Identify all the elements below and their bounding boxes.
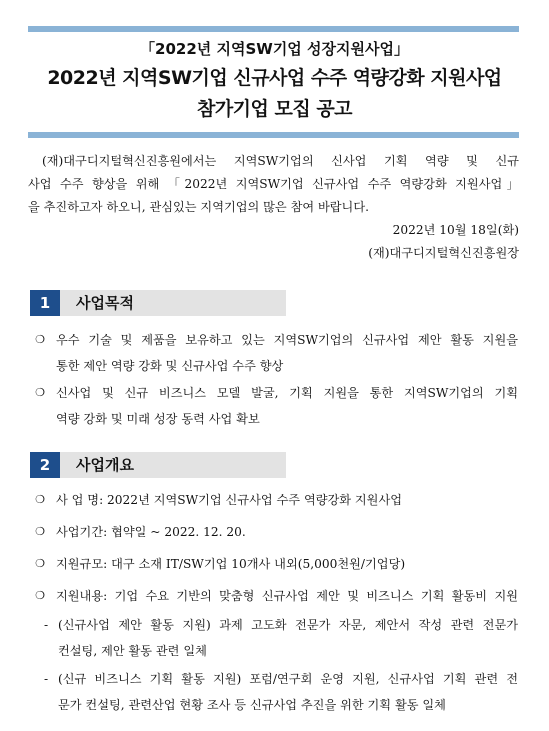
intro-line3: 을 추진하고자 하오니, 관심있는 지역기업의 많은 참여 바랍니다. xyxy=(28,200,369,214)
circle-bullet-icon: ❍ xyxy=(35,493,45,506)
list-item-line2: 역량 강화 및 미래 성장 동력 사업 확보 xyxy=(56,412,260,426)
circle-bullet-icon: ❍ xyxy=(35,589,45,602)
circle-bullet-icon: ❍ xyxy=(35,333,45,346)
sub-item-line2: 문가 컨설팅, 관련산업 현황 조사 등 신규사업 추진을 위한 기획 활동 일체 xyxy=(58,698,446,712)
section-number: 1 xyxy=(30,290,60,316)
circle-bullet-icon: ❍ xyxy=(35,386,45,399)
intro-line1: (재)대구디지털혁신진흥원에서는 지역SW기업의 신사업 기획 역량 및 신규 xyxy=(42,154,519,168)
list-item-text: 지원규모: 대구 소재 IT/SW기업 10개사 내외(5,000천원/기업당) xyxy=(56,557,406,571)
list-item xyxy=(32,583,518,609)
announcement-title-line2: 참가기업 모집 공고 xyxy=(196,98,353,120)
list-item-line2: 통한 제안 역량 강화 및 신규사업 수주 향상 xyxy=(56,359,284,373)
sub-item-line1: (신규 비즈니스 기획 활동 지원) 포럼/연구회 운영 지원, 신규사업 기획 관련 전 xyxy=(58,672,518,686)
intro-line2: 사업 수주 향상을 위해 「2022년 지역SW기업 신규사업 수주 역량강화 지원사업」 xyxy=(28,177,519,191)
intro-paragraph xyxy=(28,150,519,265)
sub-item-line1: (신규사업 제안 활동 지원) 과제 고도화 전문가 자문, 제안서 작성 관련 전문가 xyxy=(58,618,518,632)
sub-list-item xyxy=(44,666,518,718)
top-divider-bar xyxy=(28,26,519,32)
list-item-line1: 신사업 및 신규 비즈니스 모델 발굴, 기획 지원을 통한 지역SW기업의 기획 xyxy=(56,386,518,400)
section-number: 2 xyxy=(30,452,60,478)
sub-list-item xyxy=(44,612,518,664)
list-item xyxy=(32,327,518,379)
list-item-text: 사 업 명: 2022년 지역SW기업 신규사업 수주 역량강화 지원사업 xyxy=(56,493,402,507)
circle-bullet-icon: ❍ xyxy=(35,557,45,570)
announcement-title-line1: 2022년 지역SW기업 신규사업 수주 역량강화 지원사업 xyxy=(47,67,502,89)
list-item-line1: 우수 기술 및 제품을 보유하고 있는 지역SW기업의 신규사업 제안 활동 지원을 xyxy=(56,333,518,347)
dash-bullet-icon: - xyxy=(44,618,49,632)
circle-bullet-icon: ❍ xyxy=(35,525,45,538)
section-title: 사업개요 xyxy=(76,456,134,474)
list-item xyxy=(32,551,518,577)
announcement-date: 2022년 10월 18일(화) xyxy=(392,223,519,237)
title-divider-bar xyxy=(28,132,519,138)
issuer-signature: (재)대구디지털혁신진흥원장 xyxy=(368,246,519,260)
section-title: 사업목적 xyxy=(76,294,134,312)
list-item-text: 지원내용: 기업 수요 기반의 맞춤형 신규사업 제안 및 비즈니스 기획 활동비 지원 xyxy=(56,589,518,603)
list-item xyxy=(32,380,518,432)
section-header-overview xyxy=(30,452,286,478)
sub-item-line2: 컨설팅, 제안 활동 관련 일체 xyxy=(58,644,207,658)
dash-bullet-icon: - xyxy=(44,672,49,686)
program-subtitle: 「2022년 지역SW기업 성장지원사업」 xyxy=(140,40,409,58)
section-header-purpose xyxy=(30,290,286,316)
list-item-text: 사업기간: 협약일 ~ 2022. 12. 20. xyxy=(56,525,246,539)
list-item xyxy=(32,487,518,513)
list-item xyxy=(32,519,518,545)
